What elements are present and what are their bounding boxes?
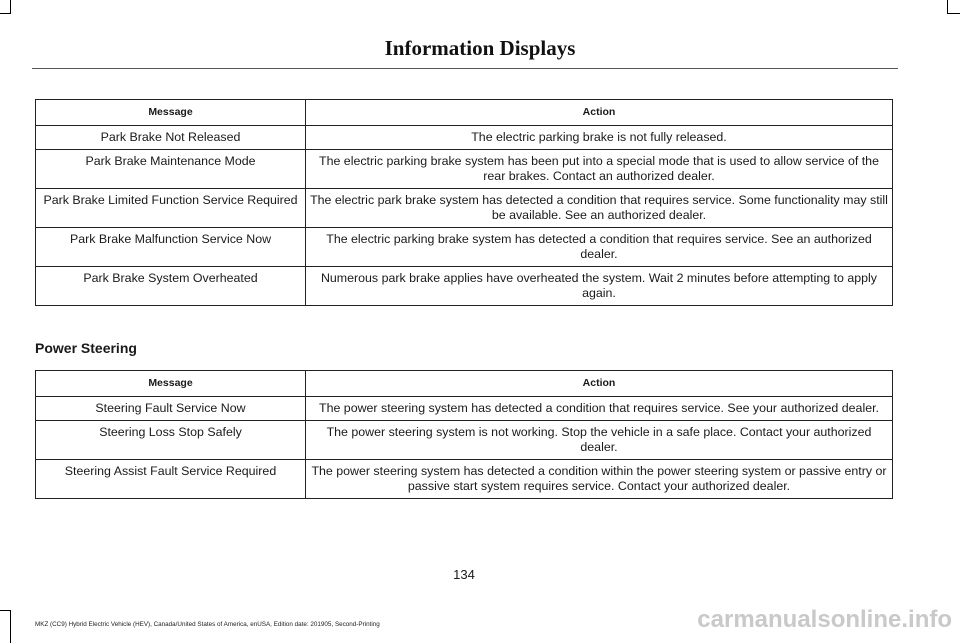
action-cell: The electric parking brake system has detected a condition that requires service. See an authorized dealer. [306, 228, 893, 267]
message-cell: Steering Fault Service Now [36, 397, 306, 421]
action-cell: Numerous park brake applies have overheated the system. Wait 2 minutes before attempting to apply again. [306, 267, 893, 306]
crop-mark [0, 13, 11, 14]
message-cell: Park Brake Not Released [36, 126, 306, 150]
crop-mark [947, 13, 960, 14]
action-cell: The power steering system has detected a condition that requires service. See your authorized dealer. [306, 397, 893, 421]
table-header-row [36, 100, 893, 126]
table-row [36, 228, 893, 267]
table-row [36, 150, 893, 189]
table-row [36, 189, 893, 228]
table-row [36, 397, 893, 421]
footer-edition-text: MKZ (CC9) Hybrid Electric Vehicle (HEV), Canada/United States of America, enUSA, Edition date: 201905, Second-Printing [35, 621, 380, 628]
watermark: carmanualsonline.info [697, 606, 952, 633]
table-row [36, 126, 893, 150]
crop-mark [10, 610, 11, 643]
table-row [36, 421, 893, 460]
crop-mark [0, 610, 11, 611]
action-cell: The power steering system is not working. Stop the vehicle in a safe place. Contact your authorized dealer. [306, 421, 893, 460]
header-divider [32, 68, 898, 69]
message-cell: Park Brake Limited Function Service Required [36, 189, 306, 228]
crop-mark [947, 0, 948, 14]
column-header-message: Message [36, 371, 306, 397]
page-number: 134 [453, 567, 475, 582]
park-brake-message-table [35, 99, 893, 306]
message-cell: Steering Assist Fault Service Required [36, 460, 306, 499]
page-title: Information Displays [384, 36, 576, 60]
column-header-action: Action [306, 100, 893, 126]
action-cell: The electric parking brake system has been put into a special mode that is used to allow service of the rear brakes. Contact an authorized dealer. [306, 150, 893, 189]
message-cell: Park Brake Maintenance Mode [36, 150, 306, 189]
table-header-row [36, 371, 893, 397]
column-header-action: Action [306, 371, 893, 397]
table-row [36, 460, 893, 499]
message-cell: Park Brake Malfunction Service Now [36, 228, 306, 267]
table-row [36, 267, 893, 306]
column-header-message: Message [36, 100, 306, 126]
crop-mark [10, 0, 11, 14]
action-cell: The power steering system has detected a condition within the power steering system or passive entry or passive start system requires service. Contact your authorized dealer. [306, 460, 893, 499]
action-cell: The electric park brake system has detected a condition that requires service. Some functionality may still be available. See an authorized dealer. [306, 189, 893, 228]
section-heading-power-steering: Power Steering [35, 340, 137, 356]
message-cell: Park Brake System Overheated [36, 267, 306, 306]
message-cell: Steering Loss Stop Safely [36, 421, 306, 460]
action-cell: The electric parking brake is not fully released. [306, 126, 893, 150]
power-steering-message-table [35, 370, 893, 499]
